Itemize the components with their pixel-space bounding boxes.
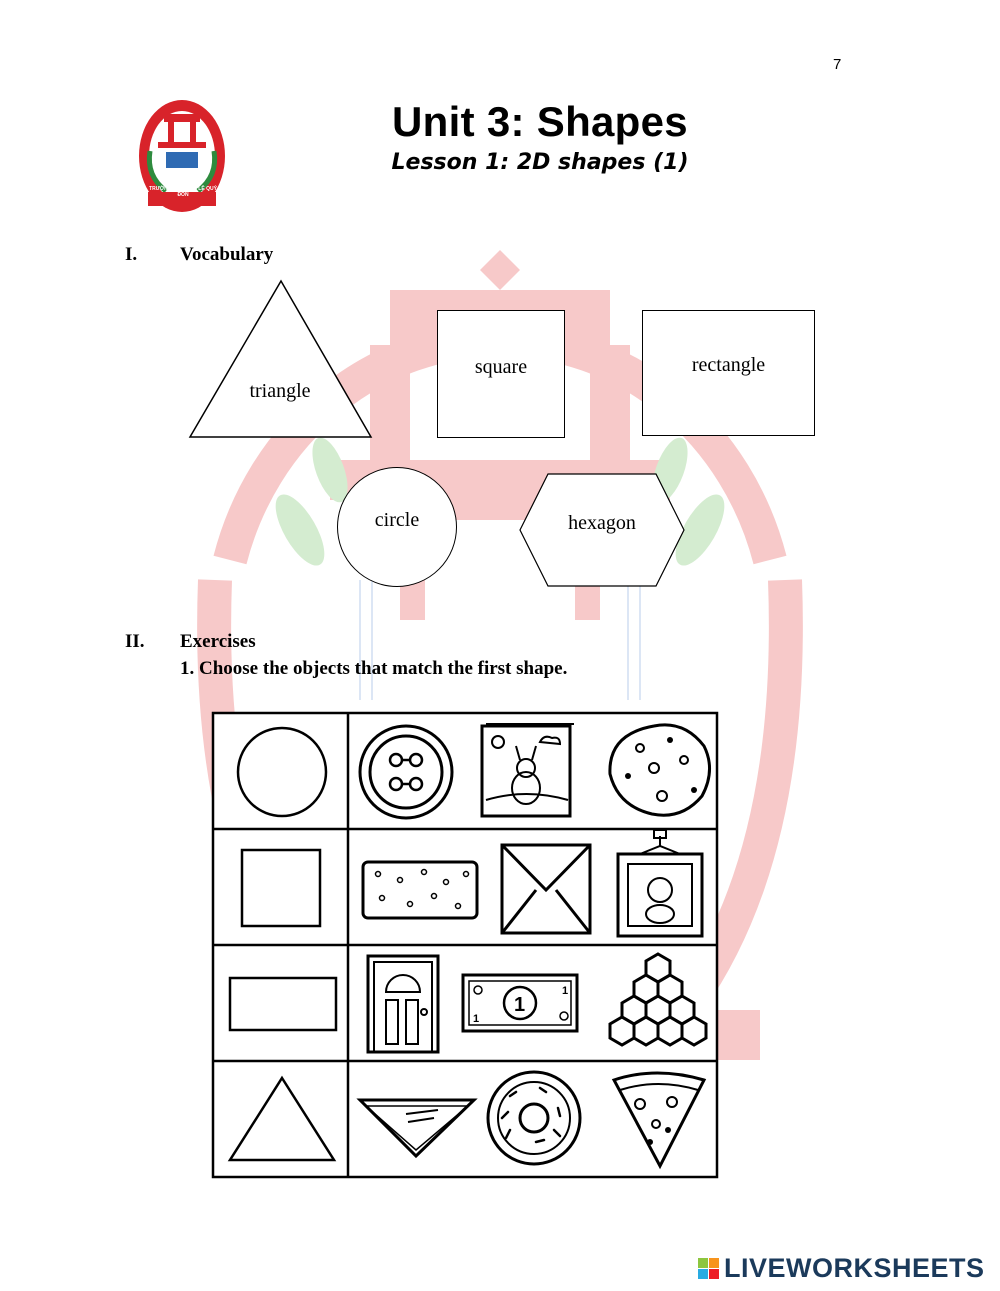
vocab-square-label: square xyxy=(474,356,528,378)
svg-text:1: 1 xyxy=(562,985,569,997)
svg-text:1: 1 xyxy=(473,1013,480,1025)
school-emblem-icon xyxy=(136,96,228,216)
page-number: 7 xyxy=(833,56,842,73)
footer-brand[interactable]: LIVEWORKSHEETS xyxy=(724,1253,985,1283)
section-title-exercises: Exercises xyxy=(180,631,256,652)
vocab-rectangle-label: rectangle xyxy=(691,354,766,376)
page-title: Unit 3: Shapes xyxy=(392,98,688,145)
svg-text:1: 1 xyxy=(514,994,526,1016)
section-number-vocabulary: I. xyxy=(125,244,138,265)
vocab-circle-label: circle xyxy=(374,509,420,531)
lesson-subtitle: Lesson 1: 2D shapes (1) xyxy=(391,150,689,175)
section-title-vocabulary: Vocabulary xyxy=(180,244,274,265)
vocab-triangle-label: triangle xyxy=(249,380,311,402)
section-number-exercises: II. xyxy=(125,631,145,652)
vocab-hexagon-label: hexagon xyxy=(568,512,636,534)
triangle-shape xyxy=(187,278,375,440)
liveworksheets-logo-icon xyxy=(698,1258,720,1280)
exercise-instruction: 1. Choose the objects that match the first shape. xyxy=(180,658,568,679)
exercise-table xyxy=(210,710,720,1180)
school-emblem-text: TRƯỜNG TIỂU HỌC LÊ QUÝ ĐÔN xyxy=(149,186,217,198)
